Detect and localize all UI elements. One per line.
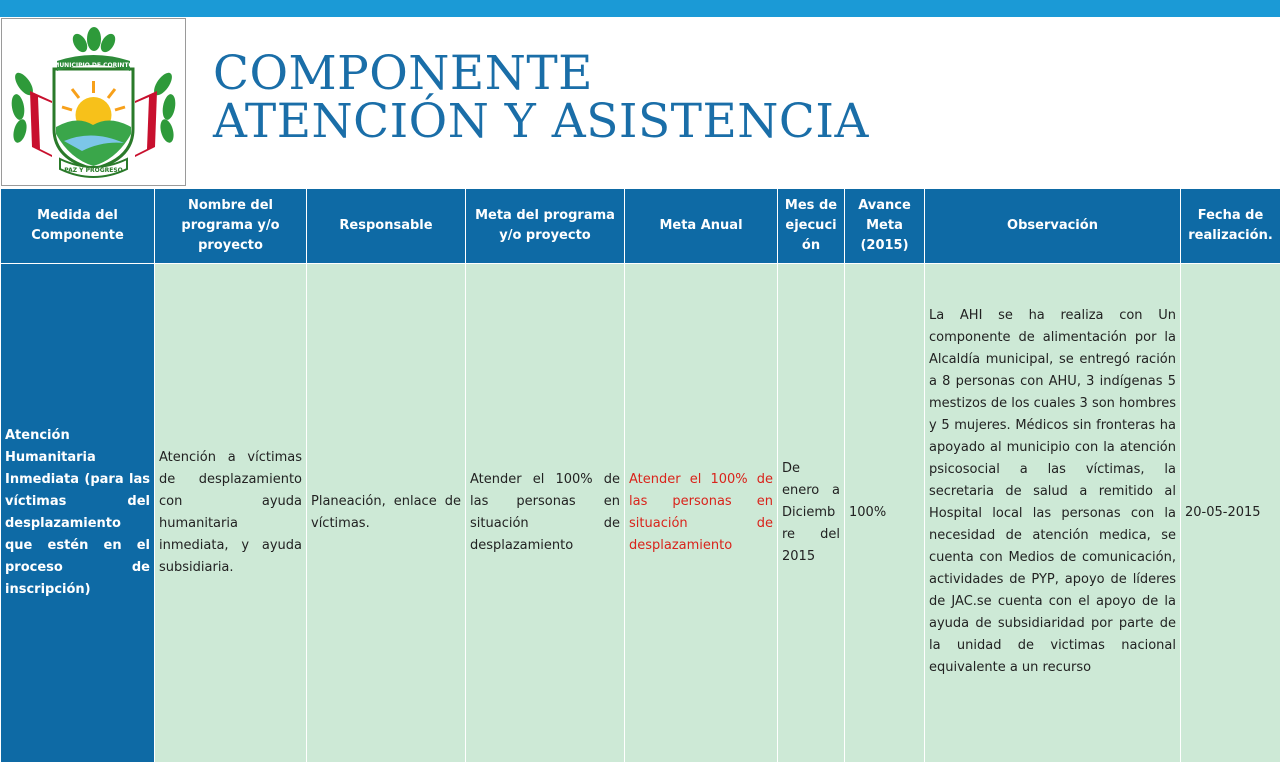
cell-avance: 100% xyxy=(845,264,925,763)
header-mes: Mes de ejecuci ón xyxy=(778,189,845,264)
cell-meta-programa: Atender el 100% de las personas en situación de desplazamiento xyxy=(466,264,625,763)
cell-mes: De enero a Diciemb re del 2015 xyxy=(778,264,845,763)
cell-responsable: Planeación, enlace de víctimas. xyxy=(307,264,466,763)
table-row xyxy=(1,264,1280,763)
cell-nombre: Atención a víctimas de desplazamiento con ayuda humanitaria inmediata, y ayuda subsidiaria. xyxy=(155,264,307,763)
page-title-line-2: ATENCIÓN Y ASISTENCIA xyxy=(213,98,869,146)
header-medida: Medida del Componente xyxy=(1,189,155,264)
top-accent-bar xyxy=(0,0,1280,17)
svg-text:MUNICIPIO DE CORINTO: MUNICIPIO DE CORINTO xyxy=(53,62,133,69)
cell-fecha: 20-05-2015 xyxy=(1181,264,1280,763)
component-table xyxy=(0,188,1280,763)
header-meta-anual: Meta Anual xyxy=(625,189,778,264)
municipal-logo xyxy=(1,18,186,186)
header-observacion: Observación xyxy=(925,189,1181,264)
cell-observacion: La AHI se ha realiza con Un componente de alimentación por la Alcaldía municipal, se entregó ración a 8 personas con AHU, 3 indígenas 5 mestizos de los cuales 3 son hombres y 5 mujeres. Médicos sin fronteras ha apoyado al municipio con la atención psicosocial a las víctimas, la secretaria de salud a remitido al Hospital local las personas con la necesidad de atención medica, se cuenta con Medios de comunicación, actividades de PYP, apoyo de líderes de JAC.se cuenta con el apoyo de la ayuda de subsidiaridad por parte de la unidad de victimas nacional equivalente a un recurso xyxy=(925,264,1181,763)
header-nombre: Nombre del programa y/o proyecto xyxy=(155,189,307,264)
header-responsable: Responsable xyxy=(307,189,466,264)
cell-meta-anual: Atender el 100% de las personas en situación de desplazamiento xyxy=(625,264,778,763)
header-meta-programa: Meta del programa y/o proyecto xyxy=(466,189,625,264)
coat-of-arms-icon xyxy=(2,19,185,185)
page-title xyxy=(213,50,869,146)
cell-medida: Atención Humanitaria Inmediata (para las víctimas del desplazamiento que estén en el proceso de inscripción) xyxy=(1,264,155,763)
table-header-row xyxy=(1,189,1280,264)
page-title-line-1: COMPONENTE xyxy=(213,50,869,98)
header-fecha: Fecha de realización. xyxy=(1181,189,1280,264)
header-avance: Avance Meta (2015) xyxy=(845,189,925,264)
svg-text:PAZ Y PROGRESO: PAZ Y PROGRESO xyxy=(64,167,123,174)
